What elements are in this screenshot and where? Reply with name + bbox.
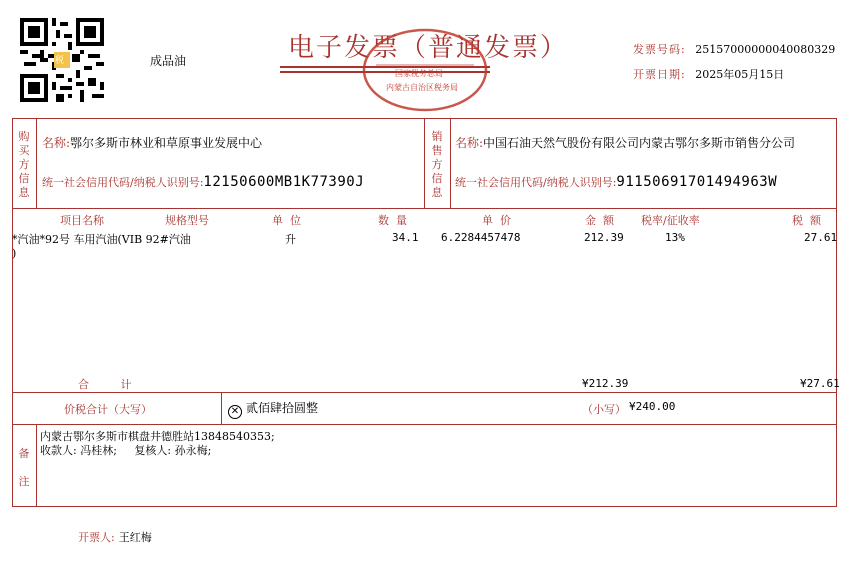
divider xyxy=(424,118,425,208)
issue-date-label: 开票日期: xyxy=(633,68,686,81)
col-header-qty: 数 量 xyxy=(378,214,407,227)
qr-tax-badge: 税 xyxy=(55,56,65,66)
col-header-tax: 税 额 xyxy=(792,214,821,227)
invoice-number-label: 发票号码: xyxy=(633,43,686,56)
seller-taxid-row xyxy=(455,174,777,190)
seller-name-row xyxy=(455,134,795,151)
buyer-name-label: 名称: xyxy=(42,136,71,150)
buyer-name-row xyxy=(42,134,262,151)
divider xyxy=(12,392,837,393)
divider xyxy=(12,424,837,425)
subtotal-amount: ¥212.39 xyxy=(582,377,629,390)
seal-text-1: 国家税务总局 xyxy=(395,69,443,78)
divider xyxy=(36,424,37,507)
issue-date-row xyxy=(633,66,784,82)
seller-section-label: 销售方信息 xyxy=(431,130,443,199)
grand-total-figure: ¥240.00 xyxy=(629,400,676,413)
col-header-name: 项目名称 xyxy=(60,214,104,227)
item-name: *汽油*92号 车用汽油(VIB 92#汽油 xyxy=(12,233,191,246)
divider xyxy=(36,118,37,208)
invoice-number-row xyxy=(633,41,835,57)
seller-taxid: 91150691701494963W xyxy=(616,174,778,190)
seller-name: 中国石油天然气股份有限公司内蒙古鄂尔多斯市销售分公司 xyxy=(483,136,796,150)
col-header-amount: 金 额 xyxy=(585,214,614,227)
subtotal-tax: ¥27.61 xyxy=(800,377,840,390)
item-tax: 27.61 xyxy=(804,231,838,244)
remarks-line-2: 收款人: 冯桂林; 复核人: 孙永梅; xyxy=(40,444,212,457)
item-tax-rate: 13% xyxy=(665,231,685,244)
item-unit: 升 xyxy=(285,233,296,246)
buyer-name: 鄂尔多斯市林业和草原事业发展中心 xyxy=(70,136,263,150)
col-header-unit: 单 位 xyxy=(272,214,301,227)
grand-total-words-label: 价税合计（大写） xyxy=(64,403,152,416)
subtotal-label: 合 计 xyxy=(78,378,132,391)
buyer-taxid-label: 统一社会信用代码/纳税人识别号: xyxy=(42,176,204,189)
divider xyxy=(12,208,837,209)
issuer-row xyxy=(78,529,152,545)
item-name-continued: ) xyxy=(12,247,17,260)
product-type-label: 成品油 xyxy=(150,54,187,68)
remarks-line-1: 内蒙古鄂尔多斯市棋盘井德胜站13848540353; xyxy=(40,430,275,443)
invoice-title: 电子发票（普通发票） xyxy=(288,33,569,63)
item-unit-price: 6.2284457478 xyxy=(441,231,521,244)
divider xyxy=(221,392,222,424)
buyer-taxid-row xyxy=(42,174,364,190)
seller-name-label: 名称: xyxy=(455,136,484,150)
seller-taxid-label: 统一社会信用代码/纳税人识别号: xyxy=(455,176,617,189)
grand-total-words xyxy=(228,399,318,419)
item-quantity: 34.1 xyxy=(392,231,419,244)
buyer-taxid: 12150600MB1K77390J xyxy=(203,174,365,190)
issue-date: 2025年05月15日 xyxy=(695,68,785,81)
col-header-spec: 规格型号 xyxy=(165,214,209,227)
issuer-label: 开票人: xyxy=(78,531,115,544)
grand-total-words-value: 贰佰肆拾圆整 xyxy=(246,401,319,415)
grand-total-figure-label: （小写） xyxy=(582,403,626,416)
col-header-rate: 税率/征收率 xyxy=(641,214,700,227)
cross-circle-icon: ✕ xyxy=(228,405,242,419)
item-amount: 212.39 xyxy=(584,231,624,244)
seal-text-2: 内蒙古自治区税务局 xyxy=(386,83,458,92)
divider xyxy=(450,118,451,208)
invoice-number: 25157000000040080329 xyxy=(695,43,836,56)
col-header-price: 单 价 xyxy=(482,214,511,227)
remarks-section-label: 备注 xyxy=(18,447,30,488)
buyer-section-label: 购买方信息 xyxy=(18,130,30,199)
issuer-name: 王红梅 xyxy=(118,531,152,544)
